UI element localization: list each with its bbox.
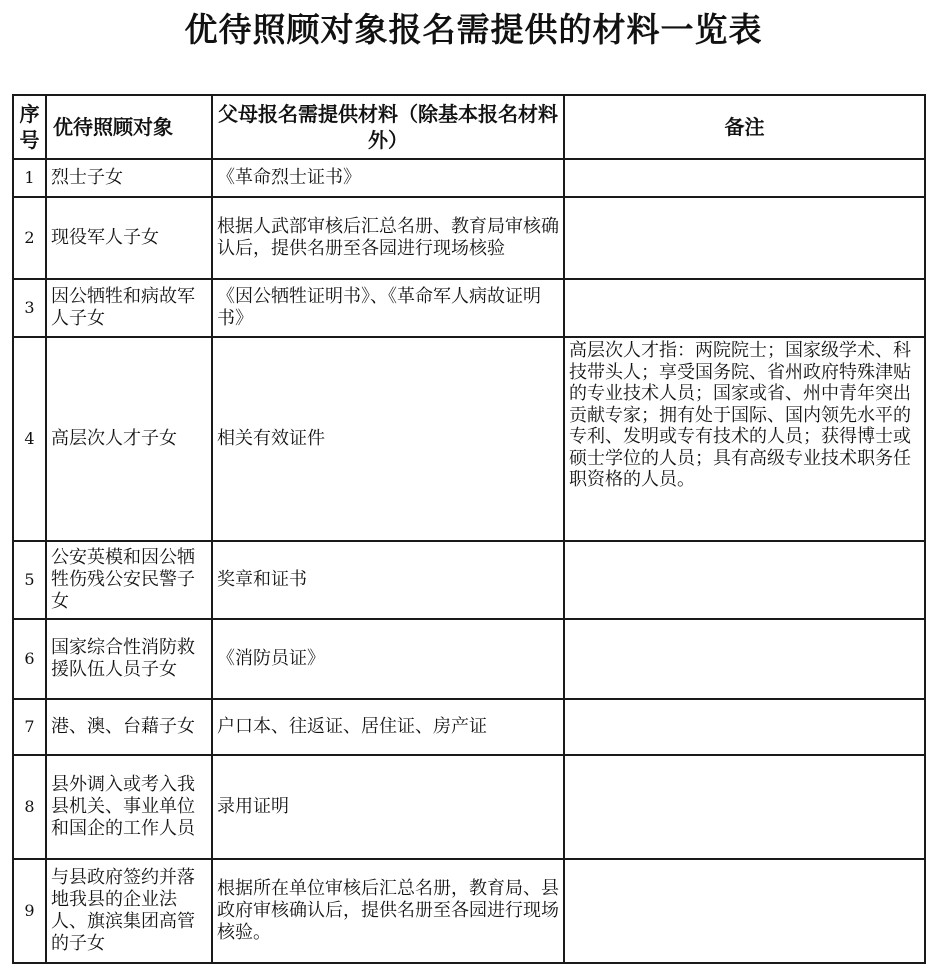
table-row	[13, 755, 925, 859]
row-seq: 4	[13, 337, 46, 541]
table-row	[13, 337, 925, 541]
row-remarks	[564, 279, 925, 337]
row-remarks	[564, 859, 925, 963]
table-row	[13, 279, 925, 337]
row-materials: 《革命烈士证书》	[212, 159, 564, 197]
row-materials: 《消防员证》	[212, 619, 564, 699]
row-materials: 录用证明	[212, 755, 564, 859]
table-row	[13, 159, 925, 197]
row-materials: 《因公牺牲证明书》、《革命军人病故证明书》	[212, 279, 564, 337]
page-title: 优待照顾对象报名需提供的材料一览表	[184, 10, 763, 49]
row-target: 烈士子女	[46, 159, 212, 197]
row-remarks	[564, 755, 925, 859]
row-target: 高层次人才子女	[46, 337, 212, 541]
row-materials: 根据人武部审核后汇总名册、教育局审核确认后，提供名册至各园进行现场核验	[212, 197, 564, 279]
row-target: 与县政府签约并落地我县的企业法人、旗滨集团高管的子女	[46, 859, 212, 963]
row-remarks	[564, 197, 925, 279]
row-remarks: 高层次人才指：两院院士；国家级学术、科技带头人；享受国务院、省州政府特殊津贴的专业技术人员；国家或省、州中青年突出贡献专家；拥有处于国际、国内领先水平的专利、发明或专有技术的人员；获得博士或硕士学位的人员；具有高级专业技术职务任职资格的人员。	[564, 337, 925, 541]
table-row	[13, 859, 925, 963]
row-seq: 9	[13, 859, 46, 963]
header-target: 优待照顾对象	[46, 95, 212, 159]
row-remarks	[564, 699, 925, 755]
row-seq: 6	[13, 619, 46, 699]
row-remarks	[564, 619, 925, 699]
row-seq: 3	[13, 279, 46, 337]
header-remarks: 备注	[564, 95, 925, 159]
row-seq: 8	[13, 755, 46, 859]
row-materials: 根据所在单位审核后汇总名册，教育局、县政府审核确认后，提供名册至各园进行现场核验。	[212, 859, 564, 963]
row-seq: 1	[13, 159, 46, 197]
table-row	[13, 197, 925, 279]
row-target: 因公牺牲和病故军人子女	[46, 279, 212, 337]
row-remarks	[564, 541, 925, 619]
materials-table	[12, 94, 926, 964]
row-target: 公安英模和因公牺牲伤残公安民警子女	[46, 541, 212, 619]
row-materials: 户口本、往返证、居住证、房产证	[212, 699, 564, 755]
table-row	[13, 619, 925, 699]
header-seq: 序号	[13, 95, 46, 159]
row-materials: 奖章和证书	[212, 541, 564, 619]
row-target: 国家综合性消防救援队伍人员子女	[46, 619, 212, 699]
table-header-row	[13, 95, 925, 159]
row-seq: 7	[13, 699, 46, 755]
table-row	[13, 541, 925, 619]
row-target: 现役军人子女	[46, 197, 212, 279]
row-seq: 5	[13, 541, 46, 619]
row-remarks	[564, 159, 925, 197]
row-seq: 2	[13, 197, 46, 279]
table-row	[13, 699, 925, 755]
row-target: 港、澳、台藉子女	[46, 699, 212, 755]
row-target: 县外调入或考入我县机关、事业单位和国企的工作人员	[46, 755, 212, 859]
row-materials: 相关有效证件	[212, 337, 564, 541]
header-materials: 父母报名需提供材料（除基本报名材料外）	[212, 95, 564, 159]
